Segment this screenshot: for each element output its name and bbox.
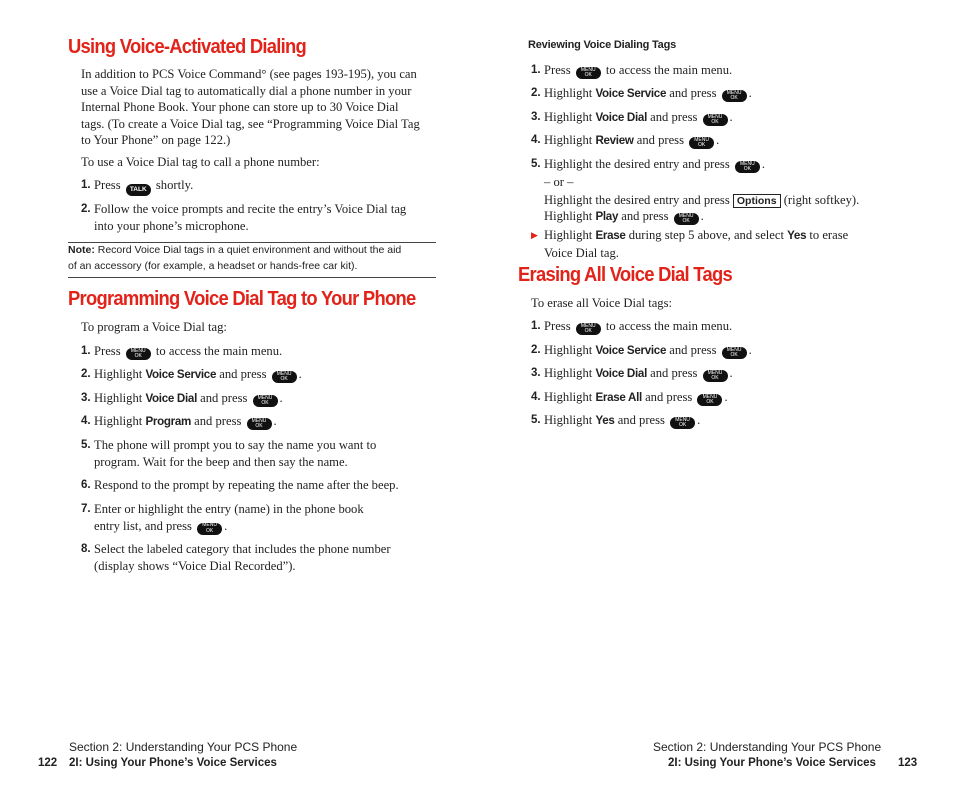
program-step-1 (81, 343, 451, 360)
review-step-4 (531, 132, 931, 149)
step-text: into your phone’s microphone. (94, 218, 249, 233)
step-number: 4. (531, 134, 541, 146)
step-text: and press (650, 110, 698, 124)
menu-ok-key-icon: MENU OK (576, 67, 601, 79)
review-step-5 (531, 156, 931, 226)
menu-item-keyword: Yes (787, 229, 807, 242)
step-number: 1. (81, 179, 91, 191)
menu-ok-key-icon: MENU OK (735, 161, 760, 173)
step-text: to access the main menu. (605, 63, 733, 77)
step-text: Highlight (544, 228, 593, 242)
menu-ok-key-icon: MENU OK (670, 417, 695, 429)
step-text: Press (94, 344, 121, 358)
step-text: . (716, 133, 720, 147)
menu-item-keyword: Voice Service (145, 368, 217, 381)
step-text: Highlight (544, 209, 593, 223)
step-text: . (273, 414, 277, 428)
program-step-6 (81, 477, 451, 494)
subheading-reviewing-voice-dialing-tags: Reviewing Voice Dialing Tags (528, 39, 677, 51)
step-text: . (748, 343, 752, 357)
menu-ok-key-icon: MENU OK (697, 394, 722, 406)
step-text: . (697, 413, 701, 427)
menu-ok-key-icon: MENU OK (126, 348, 151, 360)
menu-item-keyword: Program (145, 415, 192, 428)
use-step-2 (81, 201, 451, 235)
menu-ok-key-icon: MENU OK (689, 137, 714, 149)
step-text: Highlight (544, 390, 593, 404)
intro-line: tags. (To create a Voice Dial tag, see “Programming Voice Dial Tag (81, 116, 420, 131)
step-text: Respond to the prompt by repeating the name after the beep. (94, 478, 399, 492)
heading-using-voice-activated-dialing: Using Voice-Activated Dialing (68, 36, 307, 58)
intro-paragraph (81, 66, 451, 149)
menu-item-keyword: Voice Service (595, 344, 667, 357)
footer-chapter-title: 2I: Using Your Phone’s Voice Services (69, 757, 277, 769)
step-text: Highlight (544, 366, 593, 380)
menu-item-keyword: Voice Dial (595, 111, 647, 124)
step-text: Highlight (544, 86, 593, 100)
menu-item-keyword: Erase All (595, 391, 642, 404)
intro-line: to Your Phone” on page 122.) (81, 133, 231, 147)
step-text: Press (544, 319, 571, 333)
step-text: Highlight the desired entry and press (544, 192, 730, 207)
step-text: and press (645, 390, 693, 404)
erase-step-1 (531, 318, 931, 335)
step-text: and press (650, 366, 698, 380)
note-text: of an accessory (for example, a headset or hands-free car kit). (68, 259, 358, 272)
menu-item-keyword: Voice Dial (145, 392, 197, 405)
note-text: Record Voice Dial tags in a quiet environment and without the aid (94, 244, 402, 256)
step-text: to access the main menu. (155, 344, 283, 358)
step-number: 3. (531, 367, 541, 379)
or-separator: – or – (544, 175, 574, 189)
step-text: Press (544, 63, 571, 77)
step-number: 7. (81, 503, 91, 515)
step-text: and press (194, 414, 242, 428)
step-text: Voice Dial tag. (544, 245, 619, 260)
heading-programming-voice-dial-tag: Programming Voice Dial Tag to Your Phone (68, 288, 416, 310)
step-text: Enter or highlight the entry (name) in the phone book (94, 502, 364, 516)
step-number: 5. (531, 158, 541, 170)
footer-page-number: 122 (38, 757, 58, 769)
menu-item-keyword: Yes (595, 414, 615, 427)
step-text: Highlight (544, 133, 593, 147)
footer-section-title: Section 2: Understanding Your PCS Phone (653, 740, 882, 754)
menu-ok-key-icon: MENU OK (703, 114, 728, 126)
step-text: entry list, and press (94, 518, 192, 533)
step-number: 1. (531, 64, 541, 76)
step-text: Highlight (544, 343, 593, 357)
triangle-right-icon: ▶ (531, 230, 538, 240)
step-text: Highlight (544, 110, 593, 124)
step-number: 8. (81, 543, 91, 555)
menu-item-keyword: Voice Service (595, 87, 667, 100)
step-number: 5. (81, 439, 91, 451)
step-text: and press (669, 86, 717, 100)
step-text: and press (200, 391, 248, 405)
menu-ok-key-icon: MENU OK (576, 323, 601, 335)
step-text: The phone will prompt you to say the name you want to (94, 438, 377, 452)
step-number: 3. (81, 392, 91, 404)
step-text: and press (617, 413, 665, 427)
erase-step-5 (531, 412, 931, 429)
step-text: Select the labeled category that includes the phone number (94, 542, 391, 556)
erase-step-2 (531, 342, 931, 359)
step-number: 2. (81, 203, 91, 215)
options-softkey-label: Options (733, 194, 781, 208)
program-step-5 (81, 437, 451, 471)
program-step-2 (81, 366, 451, 383)
step-text: and press (621, 209, 669, 223)
footer-chapter-title: 2I: Using Your Phone’s Voice Services (668, 757, 876, 769)
step-text: and press (669, 343, 717, 357)
step-number: 1. (531, 320, 541, 332)
step-text: . (279, 391, 283, 405)
note-bottom-rule (68, 277, 436, 278)
step-text: Highlight the desired entry and press (544, 157, 730, 171)
note-label: Note: (68, 244, 95, 256)
program-step-8 (81, 541, 451, 575)
step-number: 2. (81, 368, 91, 380)
program-step-7 (81, 501, 451, 535)
step-text: (display shows “Voice Dial Recorded”). (94, 558, 296, 573)
step-text: Highlight (544, 413, 593, 427)
program-step-3 (81, 390, 451, 407)
menu-item-keyword: Erase (595, 229, 626, 242)
menu-ok-key-icon: MENU OK (722, 90, 747, 102)
step-text: . (298, 367, 302, 381)
review-step-1 (531, 62, 931, 79)
menu-ok-key-icon: MENU OK (722, 347, 747, 359)
step-text: and press (219, 367, 267, 381)
step-text: . (700, 209, 704, 223)
step-text: . (729, 110, 733, 124)
menu-item-keyword: Play (595, 210, 619, 223)
step-number: 4. (81, 415, 91, 427)
step-text: . (748, 86, 752, 100)
step-text: to erase (809, 228, 849, 242)
review-step-3 (531, 109, 931, 126)
step-number: 2. (531, 87, 541, 99)
review-step-2 (531, 85, 931, 102)
program-step-4 (81, 413, 451, 430)
step-number: 3. (531, 111, 541, 123)
menu-ok-key-icon: MENU OK (674, 213, 699, 225)
step-text: Follow the voice prompts and recite the entry’s Voice Dial tag (94, 202, 407, 216)
menu-ok-key-icon: MENU OK (272, 371, 297, 383)
step-number: 5. (531, 414, 541, 426)
step-text: . (729, 366, 733, 380)
step-text: . (724, 390, 728, 404)
menu-ok-key-icon: MENU OK (197, 523, 222, 535)
menu-ok-key-icon: MENU OK (253, 395, 278, 407)
step-text: program. Wait for the beep and then say the name. (94, 454, 348, 469)
intro-line: Internal Phone Book. Your phone can store up to 30 Voice Dial (81, 100, 399, 114)
footer-page-number: 123 (898, 757, 918, 769)
heading-erasing-all-voice-dial-tags: Erasing All Voice Dial Tags (518, 264, 732, 286)
step-number: 1. (81, 345, 91, 357)
menu-ok-key-icon: MENU OK (703, 370, 728, 382)
menu-item-keyword: Review (595, 134, 634, 147)
step-number: 2. (531, 344, 541, 356)
erase-step-4 (531, 389, 931, 406)
use-step-1 (81, 177, 451, 194)
step-text: (right softkey). (783, 192, 860, 207)
right-page (477, 0, 954, 795)
step-text: Highlight (94, 414, 143, 428)
erase-tip (531, 227, 931, 261)
intro-line: In addition to PCS Voice Command° (see pages 193-195), you can (81, 67, 417, 81)
step-text: . (224, 518, 228, 533)
step-text: shortly. (155, 178, 194, 192)
step-number: 4. (531, 391, 541, 403)
talk-key-icon: TALK (126, 184, 151, 196)
menu-item-keyword: Voice Dial (595, 367, 647, 380)
step-number: 6. (81, 479, 91, 491)
erase-intro: To erase all Voice Dial tags: (531, 296, 672, 310)
step-text: during step 5 above, and select (628, 228, 784, 242)
menu-ok-key-icon: MENU OK (247, 418, 272, 430)
step-text: Highlight (94, 367, 143, 381)
step-text: to access the main menu. (605, 319, 733, 333)
program-intro: To program a Voice Dial tag: (81, 320, 227, 334)
step-text: Highlight (94, 391, 143, 405)
step-text: and press (636, 133, 684, 147)
step-text: . (761, 157, 766, 171)
use-intro: To use a Voice Dial tag to call a phone number: (81, 155, 320, 169)
note-box (68, 243, 436, 274)
footer-section-title: Section 2: Understanding Your PCS Phone (69, 740, 298, 754)
intro-line: use a Voice Dial tag to automatically dial a phone number in your (81, 83, 412, 98)
step-text: Press (94, 178, 121, 192)
erase-step-3 (531, 365, 931, 382)
